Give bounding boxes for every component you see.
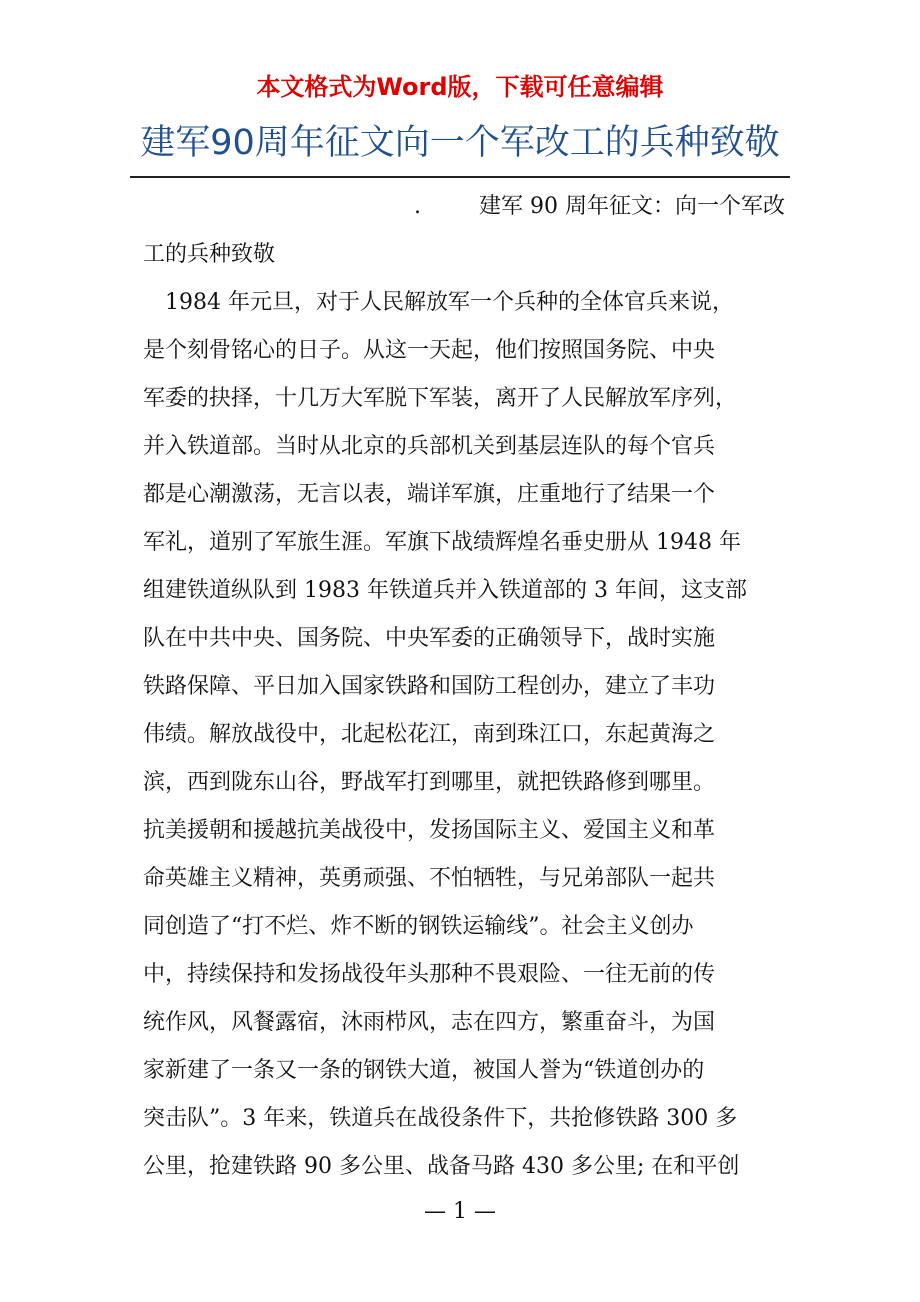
paragraph-line: 中，持续保持和发扬战役年头那种不畏艰险、一往无前的传 <box>143 962 716 987</box>
paragraph-line: 公里，抢建铁路 90 多公里、战备马路 430 多公里; 在和平创 <box>143 1154 740 1179</box>
paragraph-line: 统作风，风餐露宿，沐雨栉风，志在四方，繁重奋斗，为国 <box>143 1010 716 1035</box>
paragraph-line: 队在中共中央、国务院、中央军委的正确领导下，战时实施 <box>143 626 716 651</box>
document-body <box>143 183 803 1191</box>
paragraph-line: 组建铁道纵队到 1983 年铁道兵并入铁道部的 3 年间，这支部 <box>143 578 747 603</box>
paragraph-line: 滨，西到陇东山谷，野战军打到哪里，就把铁路修到哪里。 <box>143 770 716 795</box>
paragraph-line: 都是心潮激荡，无言以表，端详军旗，庄重地行了结果一个 <box>143 482 716 507</box>
paragraph-line: 并入铁道部。当时从北京的兵部机关到基层连队的每个官兵 <box>143 434 716 459</box>
paragraph-line: 是个刻骨铭心的日子。从这一天起，他们按照国务院、中央 <box>143 338 716 363</box>
paragraph-line: 1984 年元旦，对于人民解放军一个兵种的全体官兵来说， <box>143 290 734 315</box>
paragraph-line: 突击队”。3 年来，铁道兵在战役条件下，共抢修铁路 300 多 <box>143 1106 738 1131</box>
paragraph-line: 同创造了“打不烂、炸不断的钢铁运输线”。社会主义创办 <box>143 914 694 939</box>
subtitle-dot: . <box>414 194 422 219</box>
subtitle-line-2: 工的兵种致敬 <box>143 242 276 267</box>
document-title: 建军90周年征文向一个军改工的兵种致敬 <box>140 123 780 163</box>
paragraph-line: 家新建了一条又一条的钢铁大道，被国人誉为“铁道创办的 <box>143 1058 705 1083</box>
paragraph-line: 铁路保障、平日加入国家铁路和国防工程创办，建立了丰功 <box>143 674 716 699</box>
subtitle-line-1 <box>143 183 803 231</box>
page-number: — 1 — <box>424 1199 496 1224</box>
paragraph-line: 军委的抉择，十几万大军脱下军装，离开了人民解放军序列， <box>143 386 738 411</box>
paragraph-line: 命英雄主义精神，英勇顽强、不怕牺牲，与兄弟部队一起共 <box>143 866 716 891</box>
title-divider <box>130 176 790 178</box>
paragraph-line: 伟绩。解放战役中，北起松花江，南到珠江口，东起黄海之 <box>143 722 716 747</box>
paragraph-line: 抗美援朝和援越抗美战役中，发扬国际主义、爱国主义和革 <box>143 818 716 843</box>
format-notice-banner: 本文格式为Word版，下载可任意编辑 <box>256 73 664 101</box>
subtitle-text-1: 建军 90 周年征文：向一个军改 <box>479 194 785 219</box>
paragraph-line: 军礼，道别了军旅生涯。军旗下战绩辉煌名垂史册从 1948 年 <box>143 530 741 555</box>
